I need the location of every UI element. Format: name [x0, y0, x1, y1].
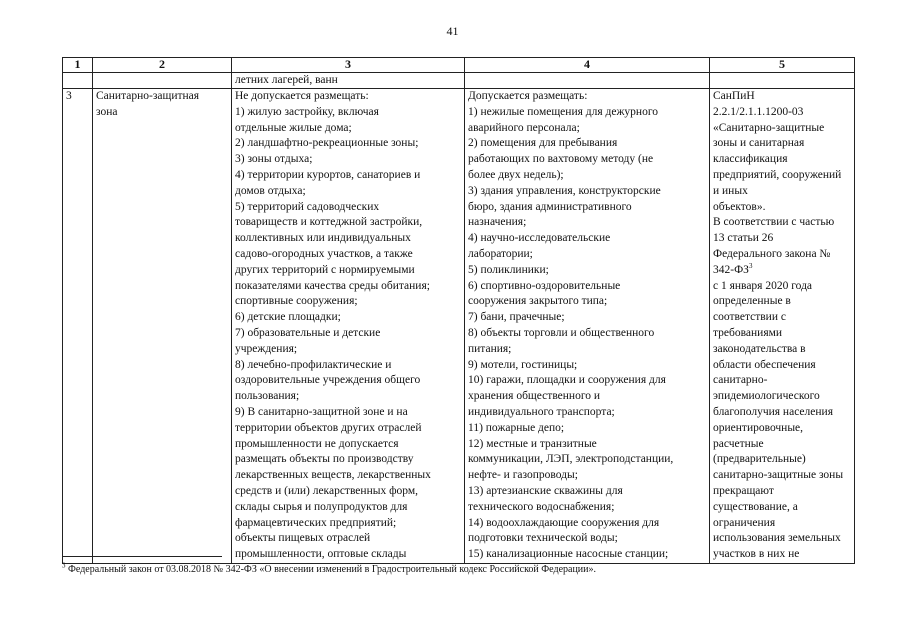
footnote-mark: 3: [62, 561, 66, 570]
zone-name-cell: [93, 89, 232, 564]
prohibited-uses-cell: [232, 89, 465, 564]
footnote-divider: [62, 556, 222, 557]
legal-basis-text-part2: с 1 января 2020 года определенные в соответствии с требованиями законодательства в области обеспечения санитарно- эпидемиологического благополучия населения ориентировочные, расчетные (предварительные) санитарно-защитные зоны прекращают существование, а ограничения использования земельных участков в них не: [713, 279, 844, 561]
zone-name: Санитарно-защитная зона: [96, 90, 200, 118]
prohibited-uses-text: Не допускается размещать: 1) жилую застройку, включая отдельные жилые дома; 2) ландшафтно-рекреационные зоны; 3) зоны отдыха; 4) территории курортов, санаториев и домов отдыха; 5) территорий садоводческих товариществ и коттеджной застройки, коллективных или индивидуальных садово-огородных участков, а также других территорий с нормируемыми показателями качества среды обитания; спортивные сооружения; 6) детские площадки; 7) образовательные и детские учреждения; 8) лечебно-профилактические и оздоровительные учреждения общего пользования; 9) В санитарно-защитной зоне и на территории объектов других отраслей промышленности не допускается размещать объекты по производству лекарственных веществ, лекарственных средств и (или) лекарственных форм, склады сырья и полупродуктов для фармацевтических предприятий; объекты пищевых отраслей промышленности, оптовые склады: [235, 90, 431, 561]
footnote-reference: 3: [748, 261, 753, 270]
footnote-text: Федеральный закон от 03.08.2018 № 342-ФЗ «О внесении изменений в Градостроительный кодекс Российской Федерации».: [65, 564, 597, 575]
header-cell: 4: [465, 58, 710, 73]
page-number: 41: [446, 24, 459, 38]
table-cell: [710, 73, 855, 89]
header-cell: 2: [93, 58, 232, 73]
footnote: [62, 561, 597, 575]
table-cell: летних лагерей, ванн: [232, 73, 465, 89]
table-row-continuation: [63, 73, 855, 89]
header-cell: 1: [63, 58, 93, 73]
table-header-row: [63, 58, 855, 73]
permitted-uses-cell: [465, 89, 710, 564]
row-number: 3: [66, 90, 72, 102]
table-cell: [63, 73, 93, 89]
table-row: [63, 89, 855, 564]
legal-basis-text-part1: СанПиН 2.2.1/2.1.1.1200-03 «Санитарно-защитные зоны и санитарная классификация предприятий, сооружений и иных объектов». В соответствии с частью 13 статьи 26 Федерального закона № 342-ФЗ: [713, 90, 842, 276]
legal-basis-text: [713, 89, 851, 563]
row-number-cell: [63, 89, 93, 564]
table-cell: [93, 73, 232, 89]
permitted-uses-text: Допускается размещать: 1) нежилые помещения для дежурного аварийного персонала; 2) помещения для пребывания работающих по вахтовому методу (не более двух недель); 3) здания управления, конструкторские бюро, здания административного назначения; 4) научно-исследовательские лаборатории; 5) поликлиники; 6) спортивно-оздоровительные сооружения закрытого типа; 7) бани, прачечные; 8) объекты торговли и общественного питания; 9) мотели, гостиницы; 10) гаражи, площадки и сооружения для хранения общественного и индивидуального транспорта; 11) пожарные депо; 12) местные и транзитные коммуникации, ЛЭП, электроподстанции, нефте- и газопроводы; 13) артезианские скважины для технического водоснабжения; 14) водоохлаждающие сооружения для подготовки технической воды; 15) канализационные насосные станции;: [468, 90, 674, 561]
table-cell: [465, 73, 710, 89]
zoning-table: [62, 57, 855, 564]
header-cell: 5: [710, 58, 855, 73]
header-cell: 3: [232, 58, 465, 73]
legal-basis-cell: [710, 89, 855, 564]
